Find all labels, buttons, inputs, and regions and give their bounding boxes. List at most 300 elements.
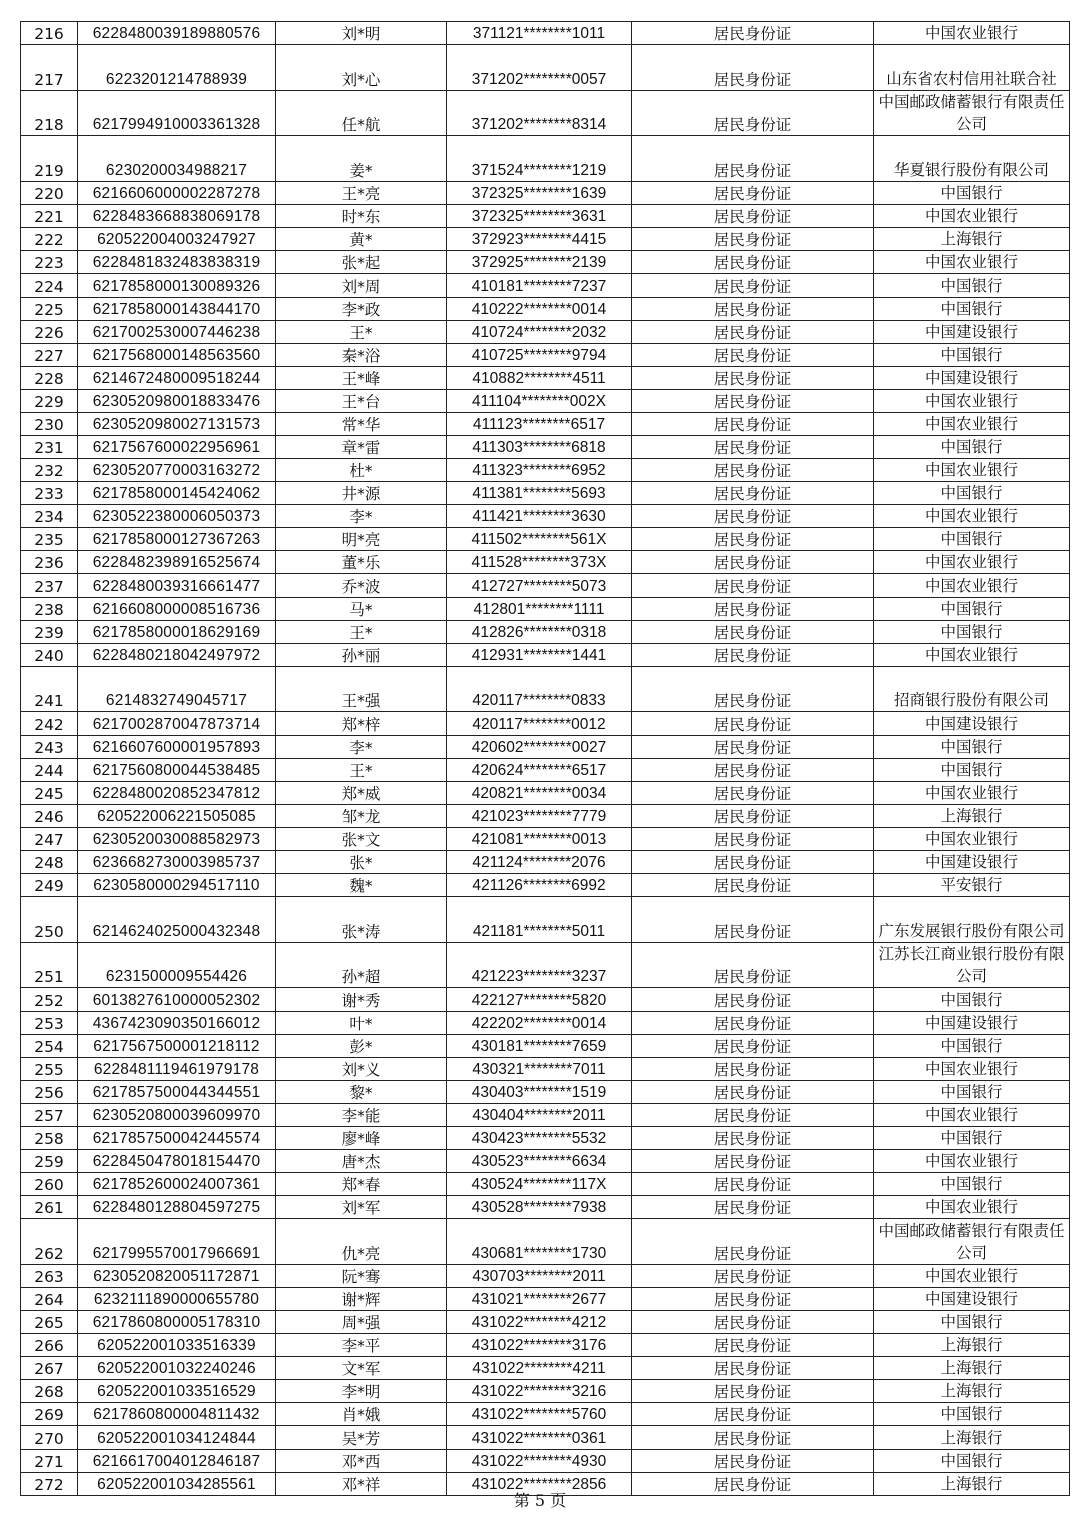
id-type: 居民身份证 xyxy=(632,1311,874,1334)
row-number: 230 xyxy=(21,412,78,435)
id-type: 居民身份证 xyxy=(632,1264,874,1287)
account-number: 6217560800044538485 xyxy=(78,758,276,781)
table-row xyxy=(21,551,1070,574)
row-number: 242 xyxy=(21,712,78,735)
id-number: 431022********3176 xyxy=(447,1334,632,1357)
id-number: 431022********4211 xyxy=(447,1357,632,1380)
account-number: 6216606000002287278 xyxy=(78,182,276,205)
holder-name: 廖*峰 xyxy=(276,1126,447,1149)
account-number: 6230580000294517110 xyxy=(78,874,276,897)
holder-name: 乔*波 xyxy=(276,574,447,597)
id-number: 431022********0361 xyxy=(447,1426,632,1449)
bank-name: 中国农业银行 xyxy=(874,1196,1070,1219)
id-type: 居民身份证 xyxy=(632,1080,874,1103)
holder-name: 董*乐 xyxy=(276,551,447,574)
account-number: 6230520980018833476 xyxy=(78,389,276,412)
table-row xyxy=(21,874,1070,897)
id-type: 居民身份证 xyxy=(632,804,874,827)
id-number: 371202********0057 xyxy=(447,45,632,91)
id-number: 411381********5693 xyxy=(447,482,632,505)
account-number: 6214832749045717 xyxy=(78,666,276,712)
id-type: 居民身份证 xyxy=(632,90,874,136)
account-number: 6217858000143844170 xyxy=(78,297,276,320)
holder-name: 刘*义 xyxy=(276,1057,447,1080)
row-number: 268 xyxy=(21,1380,78,1403)
table-row xyxy=(21,942,1070,988)
row-number: 259 xyxy=(21,1150,78,1173)
holder-name: 王* xyxy=(276,758,447,781)
row-number: 223 xyxy=(21,251,78,274)
id-number: 410725********9794 xyxy=(447,343,632,366)
holder-name: 王*亮 xyxy=(276,182,447,205)
id-number: 430404********2011 xyxy=(447,1103,632,1126)
holder-name: 姜* xyxy=(276,136,447,182)
account-number: 6216617004012846187 xyxy=(78,1449,276,1472)
id-number: 420117********0833 xyxy=(447,666,632,712)
row-number: 253 xyxy=(21,1011,78,1034)
bank-name: 中国银行 xyxy=(874,597,1070,620)
account-number: 6217857500044344551 xyxy=(78,1080,276,1103)
holder-name: 唐*杰 xyxy=(276,1150,447,1173)
id-type: 居民身份证 xyxy=(632,643,874,666)
holder-name: 郑*梓 xyxy=(276,712,447,735)
row-number: 218 xyxy=(21,90,78,136)
id-number: 411303********6818 xyxy=(447,436,632,459)
bank-name: 中国邮政储蓄银行有限责任公司 xyxy=(874,1219,1070,1265)
holder-name: 郑*威 xyxy=(276,781,447,804)
holder-name: 黎* xyxy=(276,1080,447,1103)
id-number: 430321********7011 xyxy=(447,1057,632,1080)
bank-name: 广东发展银行股份有限公司 xyxy=(874,897,1070,943)
table-row xyxy=(21,205,1070,228)
account-number: 6217858000018629169 xyxy=(78,620,276,643)
table-row xyxy=(21,758,1070,781)
id-number: 372325********3631 xyxy=(447,205,632,228)
table-row xyxy=(21,1011,1070,1034)
id-type: 居民身份证 xyxy=(632,1426,874,1449)
table-row xyxy=(21,1311,1070,1334)
id-number: 422127********5820 xyxy=(447,988,632,1011)
id-number: 411123********6517 xyxy=(447,412,632,435)
id-number: 421181********5011 xyxy=(447,897,632,943)
table-row xyxy=(21,1219,1070,1265)
holder-name: 邓*祥 xyxy=(276,1472,447,1495)
bank-name: 中国农业银行 xyxy=(874,827,1070,850)
row-number: 249 xyxy=(21,874,78,897)
id-number: 420117********0012 xyxy=(447,712,632,735)
row-number: 255 xyxy=(21,1057,78,1080)
bank-name: 中国农业银行 xyxy=(874,459,1070,482)
id-number: 420624********6517 xyxy=(447,758,632,781)
account-number: 6214624025000432348 xyxy=(78,897,276,943)
table-row xyxy=(21,1173,1070,1196)
id-type: 居民身份证 xyxy=(632,251,874,274)
row-number: 221 xyxy=(21,205,78,228)
table-row xyxy=(21,136,1070,182)
holder-name: 明*亮 xyxy=(276,528,447,551)
holder-name: 李* xyxy=(276,735,447,758)
id-number: 411528********373X xyxy=(447,551,632,574)
bank-name: 中国农业银行 xyxy=(874,1103,1070,1126)
bank-name: 上海银行 xyxy=(874,1472,1070,1495)
row-number: 272 xyxy=(21,1472,78,1495)
table-row xyxy=(21,781,1070,804)
bank-name: 中国银行 xyxy=(874,988,1070,1011)
account-number: 6223201214788939 xyxy=(78,45,276,91)
holder-name: 孙*丽 xyxy=(276,643,447,666)
id-type: 居民身份证 xyxy=(632,1403,874,1426)
table-row xyxy=(21,251,1070,274)
table-row xyxy=(21,643,1070,666)
id-number: 431022********4930 xyxy=(447,1449,632,1472)
table-row xyxy=(21,274,1070,297)
id-type: 居民身份证 xyxy=(632,827,874,850)
account-number: 6217002530007446238 xyxy=(78,320,276,343)
table-row xyxy=(21,1357,1070,1380)
row-number: 226 xyxy=(21,320,78,343)
bank-name: 中国建设银行 xyxy=(874,1288,1070,1311)
table-row xyxy=(21,343,1070,366)
row-number: 238 xyxy=(21,597,78,620)
account-number: 4367423090350166012 xyxy=(78,1011,276,1034)
table-row xyxy=(21,1264,1070,1287)
account-number: 6232111890000655780 xyxy=(78,1288,276,1311)
id-type: 居民身份证 xyxy=(632,942,874,988)
id-number: 372325********1639 xyxy=(447,182,632,205)
id-type: 居民身份证 xyxy=(632,758,874,781)
id-type: 居民身份证 xyxy=(632,343,874,366)
table-row xyxy=(21,827,1070,850)
account-number: 6228481119461979178 xyxy=(78,1057,276,1080)
row-number: 248 xyxy=(21,850,78,873)
id-number: 411502********561X xyxy=(447,528,632,551)
holder-name: 魏* xyxy=(276,874,447,897)
account-number: 620522001033516339 xyxy=(78,1334,276,1357)
table-row xyxy=(21,1080,1070,1103)
bank-name: 平安银行 xyxy=(874,874,1070,897)
id-number: 371121********1011 xyxy=(447,22,632,45)
account-number: 6230520800039609970 xyxy=(78,1103,276,1126)
id-number: 430681********1730 xyxy=(447,1219,632,1265)
bank-name: 上海银行 xyxy=(874,804,1070,827)
id-type: 居民身份证 xyxy=(632,274,874,297)
table-row xyxy=(21,1403,1070,1426)
bank-name: 上海银行 xyxy=(874,1426,1070,1449)
table-row xyxy=(21,804,1070,827)
id-number: 421124********2076 xyxy=(447,850,632,873)
row-number: 236 xyxy=(21,551,78,574)
holder-name: 仇*亮 xyxy=(276,1219,447,1265)
id-type: 居民身份证 xyxy=(632,1380,874,1403)
bank-name: 中国农业银行 xyxy=(874,412,1070,435)
id-number: 372925********2139 xyxy=(447,251,632,274)
holder-name: 阮*骞 xyxy=(276,1264,447,1287)
id-number: 410882********4511 xyxy=(447,366,632,389)
id-number: 430403********1519 xyxy=(447,1080,632,1103)
bank-name: 中国银行 xyxy=(874,343,1070,366)
id-type: 居民身份证 xyxy=(632,551,874,574)
id-number: 371202********8314 xyxy=(447,90,632,136)
table-row xyxy=(21,1288,1070,1311)
bank-name: 上海银行 xyxy=(874,228,1070,251)
table-row xyxy=(21,597,1070,620)
bank-name: 中国建设银行 xyxy=(874,712,1070,735)
id-type: 居民身份证 xyxy=(632,1150,874,1173)
id-type: 居民身份证 xyxy=(632,597,874,620)
row-number: 265 xyxy=(21,1311,78,1334)
row-number: 229 xyxy=(21,389,78,412)
bank-name: 中国农业银行 xyxy=(874,22,1070,45)
table-row xyxy=(21,1057,1070,1080)
account-number: 6214672480009518244 xyxy=(78,366,276,389)
holder-name: 邓*西 xyxy=(276,1449,447,1472)
bank-name: 中国农业银行 xyxy=(874,251,1070,274)
row-number: 233 xyxy=(21,482,78,505)
id-number: 412931********1441 xyxy=(447,643,632,666)
id-type: 居民身份证 xyxy=(632,459,874,482)
table-row xyxy=(21,620,1070,643)
table-row xyxy=(21,735,1070,758)
table-row xyxy=(21,988,1070,1011)
row-number: 231 xyxy=(21,436,78,459)
account-number: 6228480039316661477 xyxy=(78,574,276,597)
id-number: 431022********4212 xyxy=(447,1311,632,1334)
table-row xyxy=(21,459,1070,482)
holder-name: 李*明 xyxy=(276,1380,447,1403)
id-type: 居民身份证 xyxy=(632,1334,874,1357)
holder-name: 叶* xyxy=(276,1011,447,1034)
bank-name: 中国银行 xyxy=(874,620,1070,643)
row-number: 235 xyxy=(21,528,78,551)
id-type: 居民身份证 xyxy=(632,505,874,528)
holder-name: 常*华 xyxy=(276,412,447,435)
row-number: 247 xyxy=(21,827,78,850)
payment-list-sheet xyxy=(20,21,1063,1496)
bank-name: 中国银行 xyxy=(874,1403,1070,1426)
id-number: 421023********7779 xyxy=(447,804,632,827)
bank-name: 中国农业银行 xyxy=(874,505,1070,528)
holder-name: 时*东 xyxy=(276,205,447,228)
id-number: 431022********5760 xyxy=(447,1403,632,1426)
row-number: 224 xyxy=(21,274,78,297)
recipient-table xyxy=(20,21,1070,1496)
id-number: 410222********0014 xyxy=(447,297,632,320)
account-number: 620522001034285561 xyxy=(78,1472,276,1495)
bank-name: 中国农业银行 xyxy=(874,1150,1070,1173)
holder-name: 刘*明 xyxy=(276,22,447,45)
id-type: 居民身份证 xyxy=(632,1173,874,1196)
account-number: 6236682730003985737 xyxy=(78,850,276,873)
table-row xyxy=(21,1196,1070,1219)
id-number: 430181********7659 xyxy=(447,1034,632,1057)
holder-name: 秦*浴 xyxy=(276,343,447,366)
row-number: 260 xyxy=(21,1173,78,1196)
id-number: 421223********3237 xyxy=(447,942,632,988)
bank-name: 中国银行 xyxy=(874,1126,1070,1149)
account-number: 6230520770003163272 xyxy=(78,459,276,482)
table-row xyxy=(21,412,1070,435)
holder-name: 谢*辉 xyxy=(276,1288,447,1311)
id-type: 居民身份证 xyxy=(632,1472,874,1495)
bank-name: 中国农业银行 xyxy=(874,205,1070,228)
id-type: 居民身份证 xyxy=(632,182,874,205)
account-number: 6217858000130089326 xyxy=(78,274,276,297)
table-row xyxy=(21,1449,1070,1472)
account-number: 6228450478018154470 xyxy=(78,1150,276,1173)
holder-name: 肖*娥 xyxy=(276,1403,447,1426)
bank-name: 中国银行 xyxy=(874,1034,1070,1057)
id-type: 居民身份证 xyxy=(632,988,874,1011)
id-number: 410724********2032 xyxy=(447,320,632,343)
bank-name: 中国邮政储蓄银行有限责任公司 xyxy=(874,90,1070,136)
bank-name: 中国银行 xyxy=(874,1449,1070,1472)
bank-name: 中国银行 xyxy=(874,1080,1070,1103)
bank-name: 中国建设银行 xyxy=(874,850,1070,873)
account-number: 6228480128804597275 xyxy=(78,1196,276,1219)
id-type: 居民身份证 xyxy=(632,1011,874,1034)
bank-name: 中国农业银行 xyxy=(874,574,1070,597)
row-number: 227 xyxy=(21,343,78,366)
holder-name: 刘*心 xyxy=(276,45,447,91)
row-number: 266 xyxy=(21,1334,78,1357)
account-number: 6217567600022956961 xyxy=(78,436,276,459)
id-type: 居民身份证 xyxy=(632,1357,874,1380)
holder-name: 文*军 xyxy=(276,1357,447,1380)
id-number: 412727********5073 xyxy=(447,574,632,597)
bank-name: 中国银行 xyxy=(874,528,1070,551)
bank-name: 中国银行 xyxy=(874,436,1070,459)
id-type: 居民身份证 xyxy=(632,297,874,320)
id-number: 430524********117X xyxy=(447,1173,632,1196)
account-number: 6216607600001957893 xyxy=(78,735,276,758)
holder-name: 杜* xyxy=(276,459,447,482)
id-number: 372923********4415 xyxy=(447,228,632,251)
row-number: 237 xyxy=(21,574,78,597)
bank-name: 中国建设银行 xyxy=(874,320,1070,343)
row-number: 250 xyxy=(21,897,78,943)
id-type: 居民身份证 xyxy=(632,205,874,228)
id-number: 411323********6952 xyxy=(447,459,632,482)
bank-name: 中国农业银行 xyxy=(874,1057,1070,1080)
id-number: 421081********0013 xyxy=(447,827,632,850)
bank-name: 中国农业银行 xyxy=(874,1264,1070,1287)
account-number: 620522001034124844 xyxy=(78,1426,276,1449)
holder-name: 黄* xyxy=(276,228,447,251)
account-number: 6217994910003361328 xyxy=(78,90,276,136)
id-number: 420602********0027 xyxy=(447,735,632,758)
account-number: 6228480218042497972 xyxy=(78,643,276,666)
account-number: 6228482398916525674 xyxy=(78,551,276,574)
table-row xyxy=(21,320,1070,343)
id-type: 居民身份证 xyxy=(632,666,874,712)
row-number: 262 xyxy=(21,1219,78,1265)
id-number: 431021********2677 xyxy=(447,1288,632,1311)
row-number: 243 xyxy=(21,735,78,758)
id-number: 412826********0318 xyxy=(447,620,632,643)
id-number: 371524********1219 xyxy=(447,136,632,182)
account-number: 6217860800004811432 xyxy=(78,1403,276,1426)
id-type: 居民身份证 xyxy=(632,528,874,551)
account-number: 620522006221505085 xyxy=(78,804,276,827)
id-number: 410181********7237 xyxy=(447,274,632,297)
id-number: 420821********0034 xyxy=(447,781,632,804)
holder-name: 彭* xyxy=(276,1034,447,1057)
holder-name: 李*平 xyxy=(276,1334,447,1357)
table-row xyxy=(21,1334,1070,1357)
holder-name: 王* xyxy=(276,620,447,643)
holder-name: 王*台 xyxy=(276,389,447,412)
holder-name: 刘*周 xyxy=(276,274,447,297)
table-row xyxy=(21,45,1070,91)
account-number: 6217860800005178310 xyxy=(78,1311,276,1334)
table-row xyxy=(21,712,1070,735)
row-number: 225 xyxy=(21,297,78,320)
account-number: 6216608000008516736 xyxy=(78,597,276,620)
id-type: 居民身份证 xyxy=(632,850,874,873)
row-number: 241 xyxy=(21,666,78,712)
table-row xyxy=(21,1380,1070,1403)
table-row xyxy=(21,897,1070,943)
id-type: 居民身份证 xyxy=(632,22,874,45)
account-number: 6217858000145424062 xyxy=(78,482,276,505)
id-type: 居民身份证 xyxy=(632,320,874,343)
row-number: 245 xyxy=(21,781,78,804)
account-number: 6217852600024007361 xyxy=(78,1173,276,1196)
id-type: 居民身份证 xyxy=(632,1288,874,1311)
id-type: 居民身份证 xyxy=(632,1196,874,1219)
table-row xyxy=(21,1126,1070,1149)
id-type: 居民身份证 xyxy=(632,1103,874,1126)
id-type: 居民身份证 xyxy=(632,366,874,389)
table-row xyxy=(21,574,1070,597)
id-type: 居民身份证 xyxy=(632,45,874,91)
holder-name: 王*强 xyxy=(276,666,447,712)
table-row xyxy=(21,505,1070,528)
bank-name: 中国农业银行 xyxy=(874,643,1070,666)
bank-name: 中国建设银行 xyxy=(874,1011,1070,1034)
row-number: 246 xyxy=(21,804,78,827)
page-number: 第 5 页 xyxy=(513,1491,567,1510)
holder-name: 吴*芳 xyxy=(276,1426,447,1449)
holder-name: 刘*军 xyxy=(276,1196,447,1219)
holder-name: 谢*秀 xyxy=(276,988,447,1011)
id-number: 430703********2011 xyxy=(447,1264,632,1287)
row-number: 228 xyxy=(21,366,78,389)
table-row xyxy=(21,850,1070,873)
row-number: 264 xyxy=(21,1288,78,1311)
id-number: 421126********6992 xyxy=(447,874,632,897)
row-number: 239 xyxy=(21,620,78,643)
bank-name: 中国银行 xyxy=(874,297,1070,320)
id-type: 居民身份证 xyxy=(632,482,874,505)
holder-name: 周*强 xyxy=(276,1311,447,1334)
bank-name: 上海银行 xyxy=(874,1380,1070,1403)
holder-name: 井*源 xyxy=(276,482,447,505)
table-row xyxy=(21,1150,1070,1173)
holder-name: 王*峰 xyxy=(276,366,447,389)
table-row xyxy=(21,1103,1070,1126)
account-number: 620522004003247927 xyxy=(78,228,276,251)
bank-name: 中国银行 xyxy=(874,1311,1070,1334)
table-row xyxy=(21,228,1070,251)
holder-name: 马* xyxy=(276,597,447,620)
holder-name: 张* xyxy=(276,850,447,873)
account-number: 6228480020852347812 xyxy=(78,781,276,804)
table-row xyxy=(21,1034,1070,1057)
account-number: 6231500009554426 xyxy=(78,942,276,988)
table-row xyxy=(21,389,1070,412)
holder-name: 张*起 xyxy=(276,251,447,274)
